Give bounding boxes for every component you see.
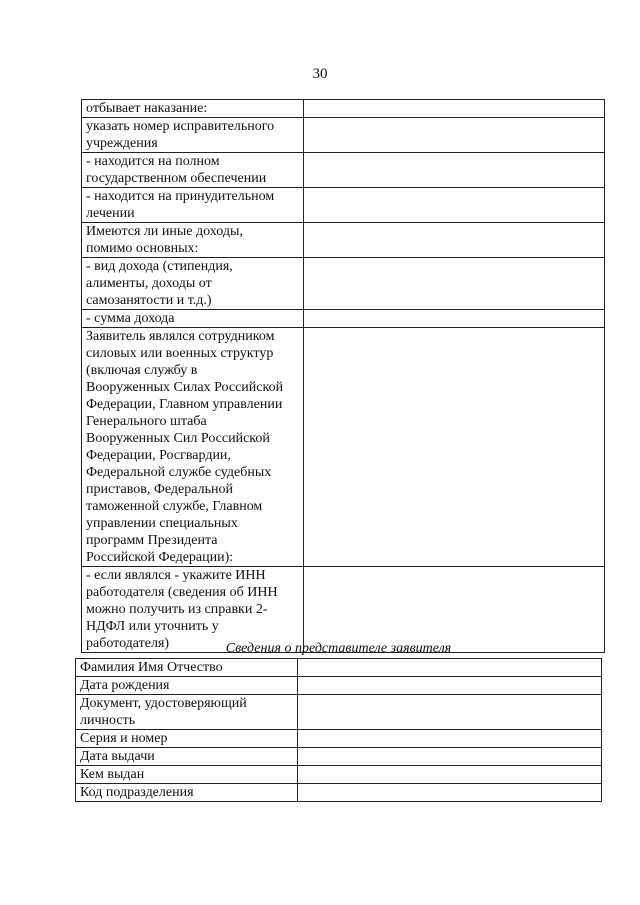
table-row	[76, 766, 602, 784]
row-label-compulsory-treatment: - находится на принудительном лечении	[82, 188, 304, 223]
row-label-other-income: Имеются ли иные доходы, помимо основных:	[82, 223, 304, 258]
row-value-income-amount[interactable]	[304, 310, 605, 328]
table-row	[76, 695, 602, 730]
table-row	[82, 100, 605, 118]
row-label-birth-date: Дата рождения	[76, 677, 298, 695]
table-row	[82, 258, 605, 310]
table-row	[82, 188, 605, 223]
table-row	[82, 118, 605, 153]
row-value-issued-by[interactable]	[298, 766, 602, 784]
row-label-employer-inn: - если являлся - укажите ИНН работодателя (сведения об ИНН можно получить из справки 2- НДФЛ или уточнить у работодателя)	[82, 567, 304, 653]
row-value-full-name[interactable]	[298, 659, 602, 677]
row-label-issued-by: Кем выдан	[76, 766, 298, 784]
row-value-identity-document[interactable]	[298, 695, 602, 730]
row-value-compulsory-treatment[interactable]	[304, 188, 605, 223]
row-label-issue-date: Дата выдачи	[76, 748, 298, 766]
table-row	[76, 730, 602, 748]
table-row	[76, 748, 602, 766]
row-value-series-number[interactable]	[298, 730, 602, 748]
table-row	[76, 784, 602, 802]
row-label-income-type: - вид дохода (стипендия, алименты, доходы от самозанятости и т.д.)	[82, 258, 304, 310]
row-label-series-number: Серия и номер	[76, 730, 298, 748]
row-label-full-state-support: - находится на полном государственном обеспечении	[82, 153, 304, 188]
representative-section-title: Сведения о представителе заявителя	[225, 641, 452, 656]
row-value-issue-date[interactable]	[298, 748, 602, 766]
row-value-serving-sentence[interactable]	[304, 100, 605, 118]
representative-info-table	[75, 658, 602, 802]
row-value-full-state-support[interactable]	[304, 153, 605, 188]
table-row	[82, 153, 605, 188]
row-label-serving-sentence: отбывает наказание:	[82, 100, 304, 118]
row-label-security-service-employee: Заявитель являлся сотрудником силовых или военных структур (включая службу в Вооруженных Силах Российской Федерации, Главном управлении Генерального штаба Вооруженных Сил Российской Федерации, Росгвардии, Федеральной службе судебных приставов, Федеральной таможенной службе, Главном управлении специальных программ Президента Российской Федерации):	[82, 328, 304, 567]
row-value-department-code[interactable]	[298, 784, 602, 802]
page-number: 30	[312, 66, 328, 82]
row-label-correctional-facility-number: указать номер исправительного учреждения	[82, 118, 304, 153]
row-label-department-code: Код подразделения	[76, 784, 298, 802]
row-label-income-amount: - сумма дохода	[82, 310, 304, 328]
table-row	[76, 677, 602, 695]
row-value-birth-date[interactable]	[298, 677, 602, 695]
row-value-income-type[interactable]	[304, 258, 605, 310]
row-value-security-service-employee[interactable]	[304, 328, 605, 567]
row-value-other-income[interactable]	[304, 223, 605, 258]
row-value-correctional-facility-number[interactable]	[304, 118, 605, 153]
table-row	[76, 659, 602, 677]
row-label-identity-document: Документ, удостоверяющий личность	[76, 695, 298, 730]
table-row	[82, 328, 605, 567]
row-label-full-name: Фамилия Имя Отчество	[76, 659, 298, 677]
table-row	[82, 223, 605, 258]
applicant-info-table	[81, 99, 605, 653]
table-row	[82, 310, 605, 328]
